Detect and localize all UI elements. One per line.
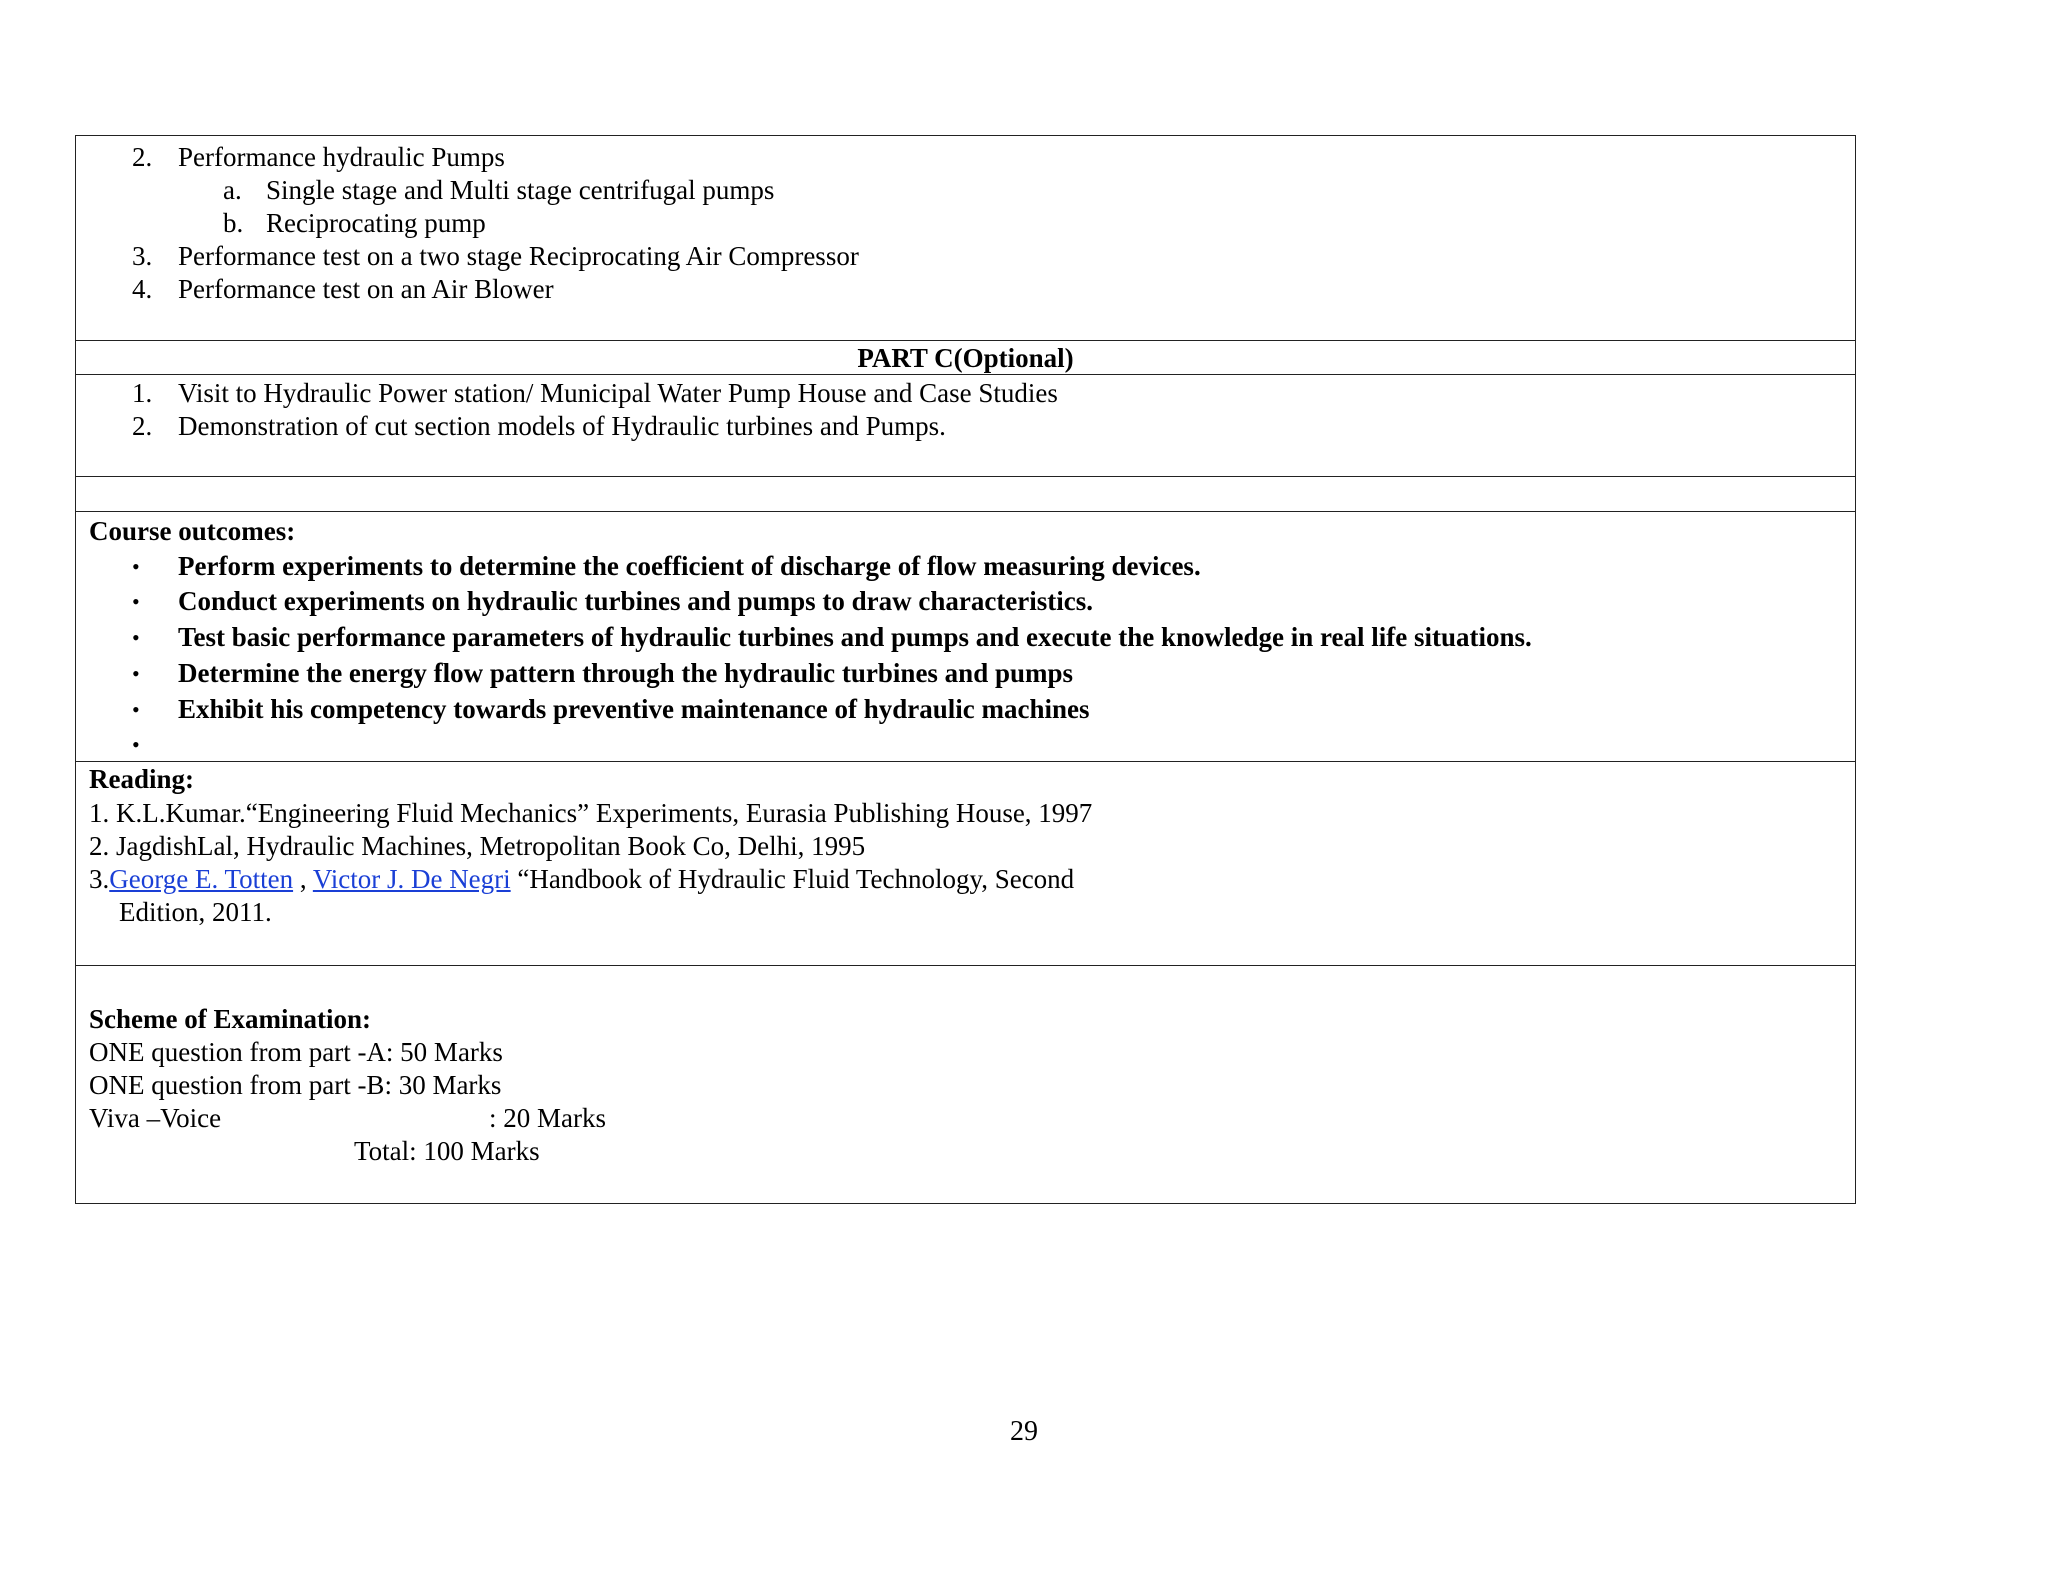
reference-item xyxy=(89,866,1074,893)
part-b-cell xyxy=(75,135,1856,341)
list-item: Visit to Hydraulic Power station/ Municipal Water Pump House and Case Studies xyxy=(178,378,1058,408)
separator: , xyxy=(293,864,313,894)
reading-cell xyxy=(75,762,1856,966)
scheme-heading: Scheme of Examination: xyxy=(89,1004,371,1034)
outcome-item: Conduct experiments on hydraulic turbines and pumps to draw characteristics. xyxy=(178,586,1094,616)
part-c-heading: PART C(Optional) xyxy=(857,343,1074,373)
part-c-cell xyxy=(75,375,1856,477)
reference-item: 1. K.L.Kumar.“Engineering Fluid Mechanics” Experiments, Eurasia Publishing House, 1997 xyxy=(89,798,1093,828)
list-item: Performance test on a two stage Reciprocating Air Compressor xyxy=(178,241,859,271)
bullet-icon: • xyxy=(132,589,140,614)
scheme-line: ONE question from part -B: 30 Marks xyxy=(89,1070,502,1100)
course-outcomes-cell xyxy=(75,512,1856,762)
syllabus-table xyxy=(75,135,1856,1204)
reading-heading: Reading: xyxy=(89,764,195,794)
bullet-icon: • xyxy=(132,697,140,722)
list-num: 4. xyxy=(132,274,153,304)
author-link-totten[interactable]: George E. Totten xyxy=(109,864,294,894)
outcome-item: Test basic performance parameters of hydraulic turbines and pumps and execute the knowledge in real life situations. xyxy=(178,622,1532,652)
list-item: Performance test on an Air Blower xyxy=(178,274,554,304)
list-item: Demonstration of cut section models of Hydraulic turbines and Pumps. xyxy=(178,411,946,441)
course-outcomes-heading: Course outcomes: xyxy=(89,516,296,546)
bullet-icon: • xyxy=(132,625,140,650)
viva-label: Viva –Voice xyxy=(89,1103,222,1133)
scheme-line: ONE question from part -A: 50 Marks xyxy=(89,1037,503,1067)
outcome-item: Exhibit his competency towards preventive maintenance of hydraulic machines xyxy=(178,694,1090,724)
list-item: Single stage and Multi stage centrifugal pumps xyxy=(266,175,775,205)
scheme-cell xyxy=(75,966,1856,1204)
list-num: 3. xyxy=(132,241,153,271)
list-item: Performance hydraulic Pumps xyxy=(178,142,505,172)
reference-continuation: Edition, 2011. xyxy=(119,897,272,927)
list-num: b. xyxy=(223,208,244,238)
empty-cell xyxy=(75,477,1856,512)
outcome-item: Perform experiments to determine the coefficient of discharge of flow measuring devices. xyxy=(178,551,1201,581)
part-c-heading-cell xyxy=(75,341,1856,375)
reference-item: 2. JagdishLal, Hydraulic Machines, Metropolitan Book Co, Delhi, 1995 xyxy=(89,831,866,861)
author-link-de-negri[interactable]: Victor J. De Negri xyxy=(312,864,511,894)
page-number: 29 xyxy=(1010,1416,1038,1447)
book-title: “Handbook of Hydraulic Fluid Technology, Second xyxy=(510,864,1075,894)
reference-number: 3. xyxy=(89,864,110,894)
bullet-icon: • xyxy=(132,554,140,579)
list-num: 1. xyxy=(132,378,153,408)
list-num: 2. xyxy=(132,411,153,441)
list-num: a. xyxy=(223,175,242,205)
total-marks: Total: 100 Marks xyxy=(354,1136,540,1166)
bullet-icon: • xyxy=(132,661,140,686)
outcome-item: Determine the energy flow pattern through the hydraulic turbines and pumps xyxy=(178,658,1074,688)
list-item: Reciprocating pump xyxy=(266,208,486,238)
bullet-icon: • xyxy=(132,732,140,757)
list-num: 2. xyxy=(132,142,153,172)
viva-value: : 20 Marks xyxy=(489,1103,606,1133)
